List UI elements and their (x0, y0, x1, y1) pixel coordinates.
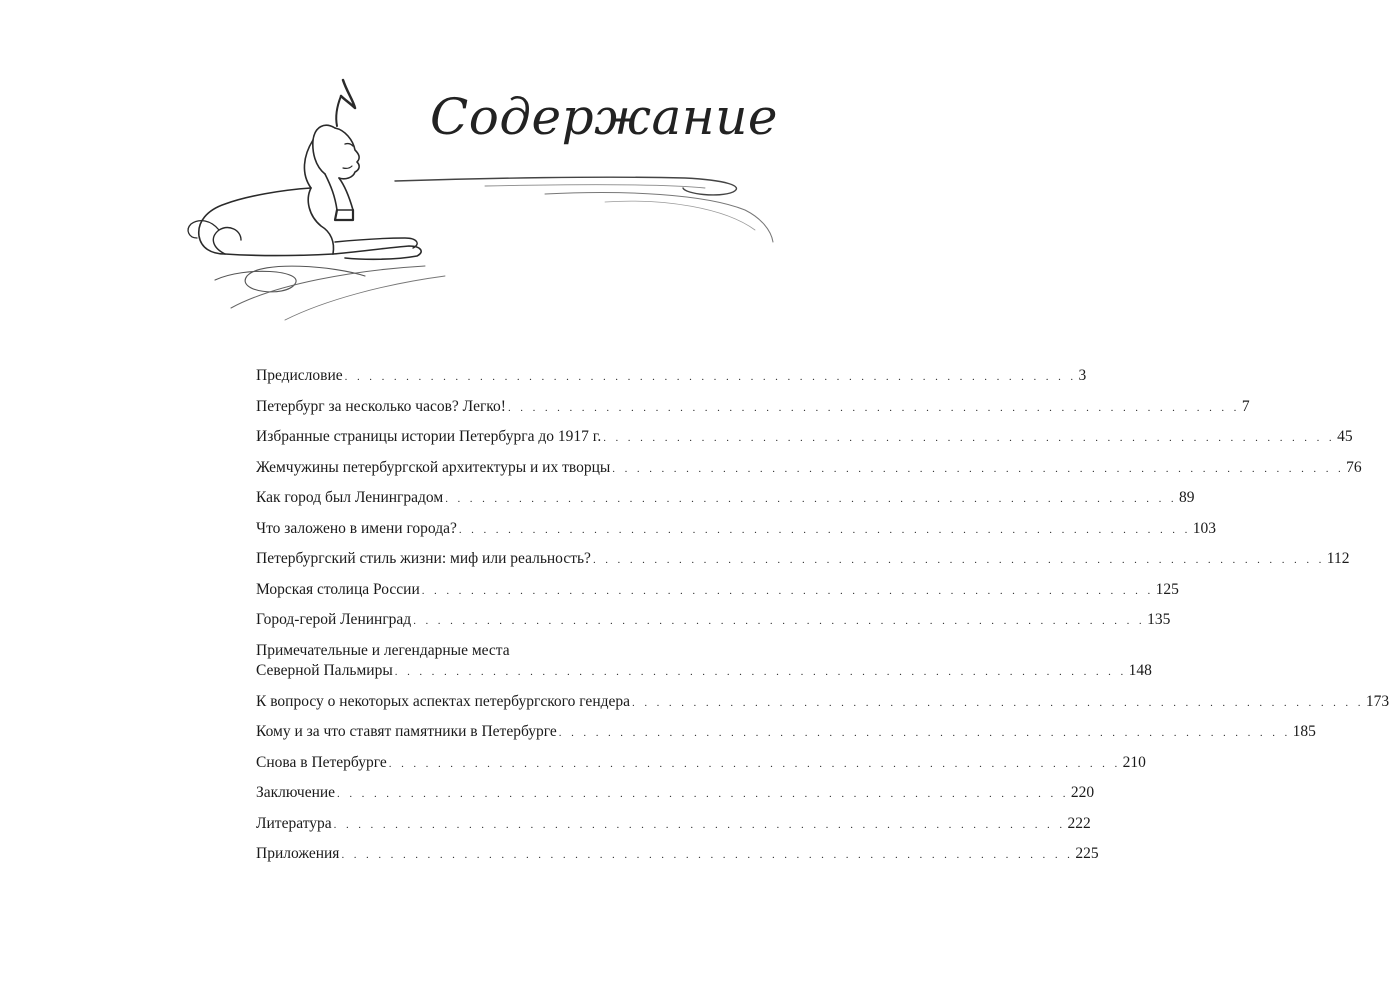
toc-entry-label: Кому и за что ставят памятники в Петербурге (256, 723, 557, 740)
toc-entry[interactable] (256, 844, 1099, 875)
toc-entry-label: Предисловие (256, 367, 343, 384)
toc-entry-label: Избранные страницы истории Петербурга до 1917 г. (256, 428, 602, 445)
toc-page-number: 89 (1179, 489, 1195, 506)
toc-leader-dots: . . . . . . . . . . . . . . . . . . . . . . . . . . . . . . . . . . . . . . . . . . . . . . . . . . . . . . . . . . . . (344, 371, 1077, 383)
toc-entry[interactable] (256, 814, 1091, 845)
toc-entry-label-line1: Примечательные и легендарные места (256, 641, 510, 659)
toc-entry[interactable] (256, 458, 1362, 489)
toc-entry-label: Морская столица России (256, 580, 420, 598)
toc-page-number: 185 (1292, 723, 1316, 740)
toc-entry-label: Петербург за несколько часов? Легко! (256, 397, 506, 415)
toc-entry[interactable] (256, 580, 1179, 611)
toc-page-number: 222 (1067, 814, 1091, 832)
toc-leader-dots: . . . . . . . . . . . . . . . . . . . . . . . . . . . . . . . . . . . . . . . . . . . . . . . . . . . . . . . . . . . . (632, 696, 1364, 709)
toc-entry[interactable] (256, 783, 1095, 814)
toc-page-number: 125 (1155, 580, 1179, 598)
toc-entry[interactable] (256, 488, 1195, 519)
toc-leader-dots: . . . . . . . . . . . . . . . . . . . . . . . . . . . . . . . . . . . . . . . . . . . . . . . . . . . . . . . . . . . . (445, 493, 1178, 505)
toc-page-number: 210 (1122, 753, 1146, 771)
toc-entry-label: Снова в Петербурге (256, 753, 387, 771)
toc-entry-label: К вопросу о некоторых аспектах петербургского гендера (256, 692, 631, 710)
toc-page-number: 7 (1241, 397, 1250, 415)
toc-entry-label: Жемчужины петербургской архитектуры и их творцы (256, 458, 611, 476)
toc-page-number: 225 (1075, 845, 1099, 862)
toc-page-number: 3 (1078, 367, 1087, 384)
toc-entry[interactable] (256, 753, 1146, 784)
toc-entry-label: Приложения (256, 845, 340, 862)
toc-entry[interactable] (256, 722, 1316, 753)
toc-entry[interactable] (256, 692, 1389, 723)
toc-page-number: 103 (1192, 519, 1216, 537)
toc-leader-dots: . . . . . . . . . . . . . . . . . . . . . . . . . . . . . . . . . . . . . . . . . . . . . . . . . . . . . . . . . . . . (558, 727, 1291, 739)
toc-entry-label: Заключение (256, 784, 336, 801)
toc-page-number: 220 (1070, 784, 1095, 801)
toc-leader-dots: . . . . . . . . . . . . . . . . . . . . . . . . . . . . . . . . . . . . . . . . . . . . . . . . . . . . . . . . . . . . (333, 818, 1066, 831)
toc-page-number: 76 (1346, 458, 1362, 476)
toc-leader-dots: . . . . . . . . . . . . . . . . . . . . . . . . . . . . . . . . . . . . . . . . . . . . . . . . . . . . . . . . . . . . (507, 401, 1240, 414)
toc-leader-dots: . . . . . . . . . . . . . . . . . . . . . . . . . . . . . . . . . . . . . . . . . . . . . . . . . . . . . . . . . . . . (458, 523, 1191, 536)
toc-entry-label: Литература (256, 814, 332, 832)
toc-entry[interactable] (256, 519, 1216, 550)
toc-entry-label: Петербургский стиль жизни: миф или реальность? (256, 550, 591, 567)
toc-leader-dots: . . . . . . . . . . . . . . . . . . . . . . . . . . . . . . . . . . . . . . . . . . . . . . . . . . . . . . . . . . . . (612, 462, 1345, 475)
toc-leader-dots: . . . . . . . . . . . . . . . . . . . . . . . . . . . . . . . . . . . . . . . . . . . . . . . . . . . . . . . . . . . . (413, 615, 1146, 627)
toc-entry[interactable] (256, 366, 1087, 397)
toc-entry-label: Как город был Ленинградом (256, 489, 444, 506)
toc-leader-dots: . . . . . . . . . . . . . . . . . . . . . . . . . . . . . . . . . . . . . . . . . . . . . . . . . . . . . . . . . . . . (592, 554, 1325, 566)
toc-entry-label-line2: Северной Пальмиры (256, 661, 393, 679)
toc-leader-dots: . . . . . . . . . . . . . . . . . . . . . . . . . . . . . . . . . . . . . . . . . . . . . . . . . . . . . . . . . . . . (337, 788, 1069, 800)
page-title: Содержание (430, 88, 779, 146)
toc-leader-dots: . . . . . . . . . . . . . . . . . . . . . . . . . . . . . . . . . . . . . . . . . . . . . . . . . . . . . . . . . . . . (421, 584, 1154, 597)
toc-entry-label: Что заложено в имени города? (256, 519, 457, 537)
toc-page-number: 148 (1128, 661, 1152, 679)
toc-entry[interactable] (256, 397, 1250, 428)
toc-leader-dots: . . . . . . . . . . . . . . . . . . . . . . . . . . . . . . . . . . . . . . . . . . . . . . . . . . . . . . . . . . . . (341, 849, 1074, 861)
toc-entry-label: Город-герой Ленинград (256, 611, 412, 628)
toc-page-number: 135 (1147, 611, 1171, 628)
table-of-contents (256, 366, 1389, 875)
toc-leader-dots: . . . . . . . . . . . . . . . . . . . . . . . . . . . . . . . . . . . . . . . . . . . . . . . . . . . . . . . . . . . . (388, 757, 1121, 770)
toc-entry[interactable] (256, 641, 1152, 692)
toc-page-number: 112 (1326, 550, 1350, 567)
toc-leader-dots: . . . . . . . . . . . . . . . . . . . . . . . . . . . . . . . . . . . . . . . . . . . . . . . . . . . . . . . . . . . . (603, 432, 1336, 444)
toc-page-number: 45 (1337, 428, 1353, 445)
toc-page-number: 173 (1365, 692, 1389, 710)
toc-entry[interactable] (256, 427, 1353, 458)
toc-entry[interactable] (256, 610, 1171, 641)
toc-leader-dots: . . . . . . . . . . . . . . . . . . . . . . . . . . . . . . . . . . . . . . . . . . . . . . . . . . . . . . . . . . . . (394, 665, 1127, 678)
toc-entry[interactable] (256, 549, 1350, 580)
